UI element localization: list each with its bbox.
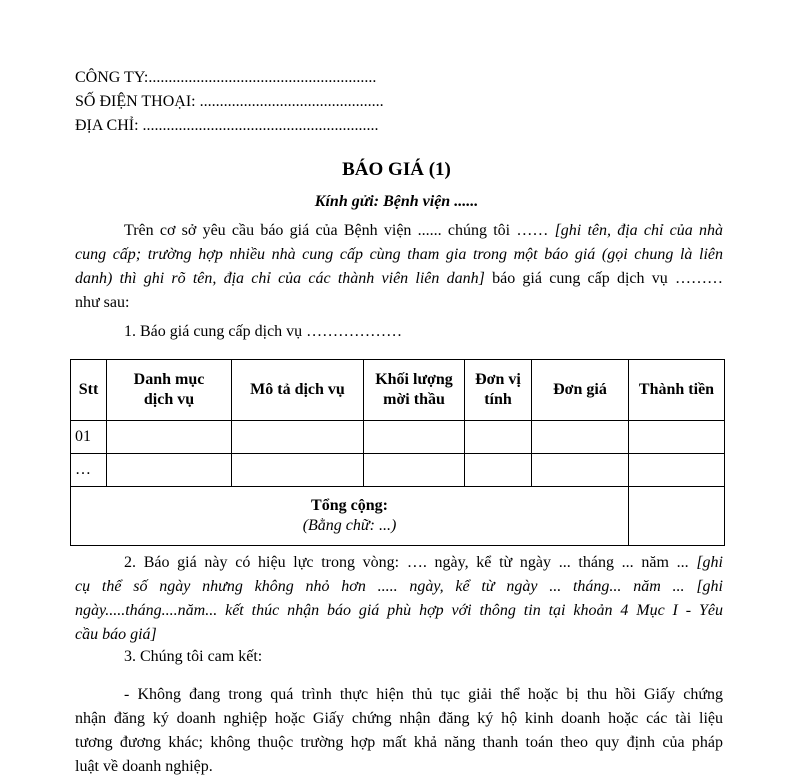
commitment-line-2: nhận đăng ký doanh nghiệp hoặc Giấy chứng nhận đăng ký hộ kinh doanh hoặc các tài liệu bbox=[75, 710, 723, 727]
address-line: ĐỊA CHỈ: ........................................................... bbox=[75, 117, 379, 134]
intro-text-3b: báo giá cung cấp dịch vụ ……… bbox=[484, 270, 723, 287]
header-unit-price: Đơn giá bbox=[532, 360, 629, 421]
intro-line-2: cung cấp; trường hợp nhiều nhà cung cấp cùng tham gia trong một báo giá (gọi chung là liên bbox=[75, 246, 723, 263]
quote-table bbox=[70, 359, 725, 546]
header-unit: Đơn vị tính bbox=[465, 360, 532, 421]
header-service-list: Danh mục dịch vụ bbox=[107, 360, 232, 421]
commitment-line-1: - Không đang trong quá trình thực hiện thủ tục giải thể hoặc bị thu hồi Giấy chứng bbox=[124, 686, 723, 703]
header-quantity: Khối lượng mời thầu bbox=[364, 360, 465, 421]
phone-line: SỐ ĐIỆN THOẠI: .............................................. bbox=[75, 93, 384, 110]
table-cell bbox=[532, 454, 629, 487]
table-row bbox=[71, 454, 725, 487]
intro-text-1a: Trên cơ sở yêu cầu báo giá của Bệnh viện ...... chúng tôi …… bbox=[124, 222, 555, 239]
commitment-line-3: tương đương khác; không thuộc trường hợp mất khả năng thanh toán theo quy định của pháp bbox=[75, 734, 723, 751]
intro-line-4: như sau: bbox=[75, 294, 130, 311]
table-cell: … bbox=[71, 454, 107, 487]
item-3: 3. Chúng tôi cam kết: bbox=[124, 648, 263, 665]
table-cell bbox=[465, 421, 532, 454]
table-cell bbox=[629, 454, 725, 487]
table-cell bbox=[232, 454, 364, 487]
item-2-text-1b: [ghi bbox=[696, 554, 723, 571]
header-amount: Thành tiền bbox=[629, 360, 725, 421]
total-label: Tổng cộng: bbox=[311, 497, 388, 514]
header-service-description: Mô tả dịch vụ bbox=[232, 360, 364, 421]
recipient-line: Kính gửi: Bệnh viện ...... bbox=[314, 193, 479, 210]
table-cell bbox=[364, 421, 465, 454]
table-cell bbox=[107, 421, 232, 454]
table-row bbox=[71, 421, 725, 454]
table-cell: 01 bbox=[71, 421, 107, 454]
table-cell bbox=[532, 421, 629, 454]
item-2-text-1a: 2. Báo giá này có hiệu lực trong vòng: …. ngày, kể từ ngày ... tháng ... năm ... bbox=[124, 554, 697, 571]
item-2-line-1 bbox=[124, 553, 723, 573]
table-cell bbox=[232, 421, 364, 454]
intro-line-3 bbox=[75, 269, 723, 289]
table-total-row bbox=[71, 487, 725, 546]
table-cell bbox=[629, 421, 725, 454]
intro-line-1 bbox=[124, 221, 723, 241]
table-cell bbox=[364, 454, 465, 487]
table-header-row bbox=[71, 360, 725, 421]
item-2-line-2: cụ thể số ngày nhưng không nhỏ hơn ..... ngày, kể từ ngày ... tháng... năm ... [ghi bbox=[75, 578, 723, 595]
intro-text-1b: [ghi tên, địa chỉ của nhà bbox=[554, 222, 724, 239]
company-line: CÔNG TY:......................................................... bbox=[75, 69, 377, 86]
item-2-line-4: cầu báo giá] bbox=[75, 626, 157, 643]
table-cell bbox=[465, 454, 532, 487]
table-cell bbox=[107, 454, 232, 487]
intro-text-3a: danh) thì ghi rõ tên, địa chỉ của các thành viên liên danh] bbox=[75, 270, 485, 287]
header-stt: Stt bbox=[71, 360, 107, 421]
item-1: 1. Báo giá cung cấp dịch vụ ……………… bbox=[124, 323, 403, 340]
document-title: BÁO GIÁ (1) bbox=[342, 159, 451, 180]
total-cell bbox=[71, 487, 629, 546]
commitment-line-4: luật về doanh nghiệp. bbox=[75, 758, 213, 775]
total-in-words: (Bằng chữ: ...) bbox=[302, 517, 397, 534]
item-2-line-3: ngày.....tháng....năm... kết thúc nhận báo giá phù hợp với thông tin tại khoản 4 Mục I - Yêu bbox=[75, 602, 723, 619]
total-amount-cell bbox=[629, 487, 725, 546]
